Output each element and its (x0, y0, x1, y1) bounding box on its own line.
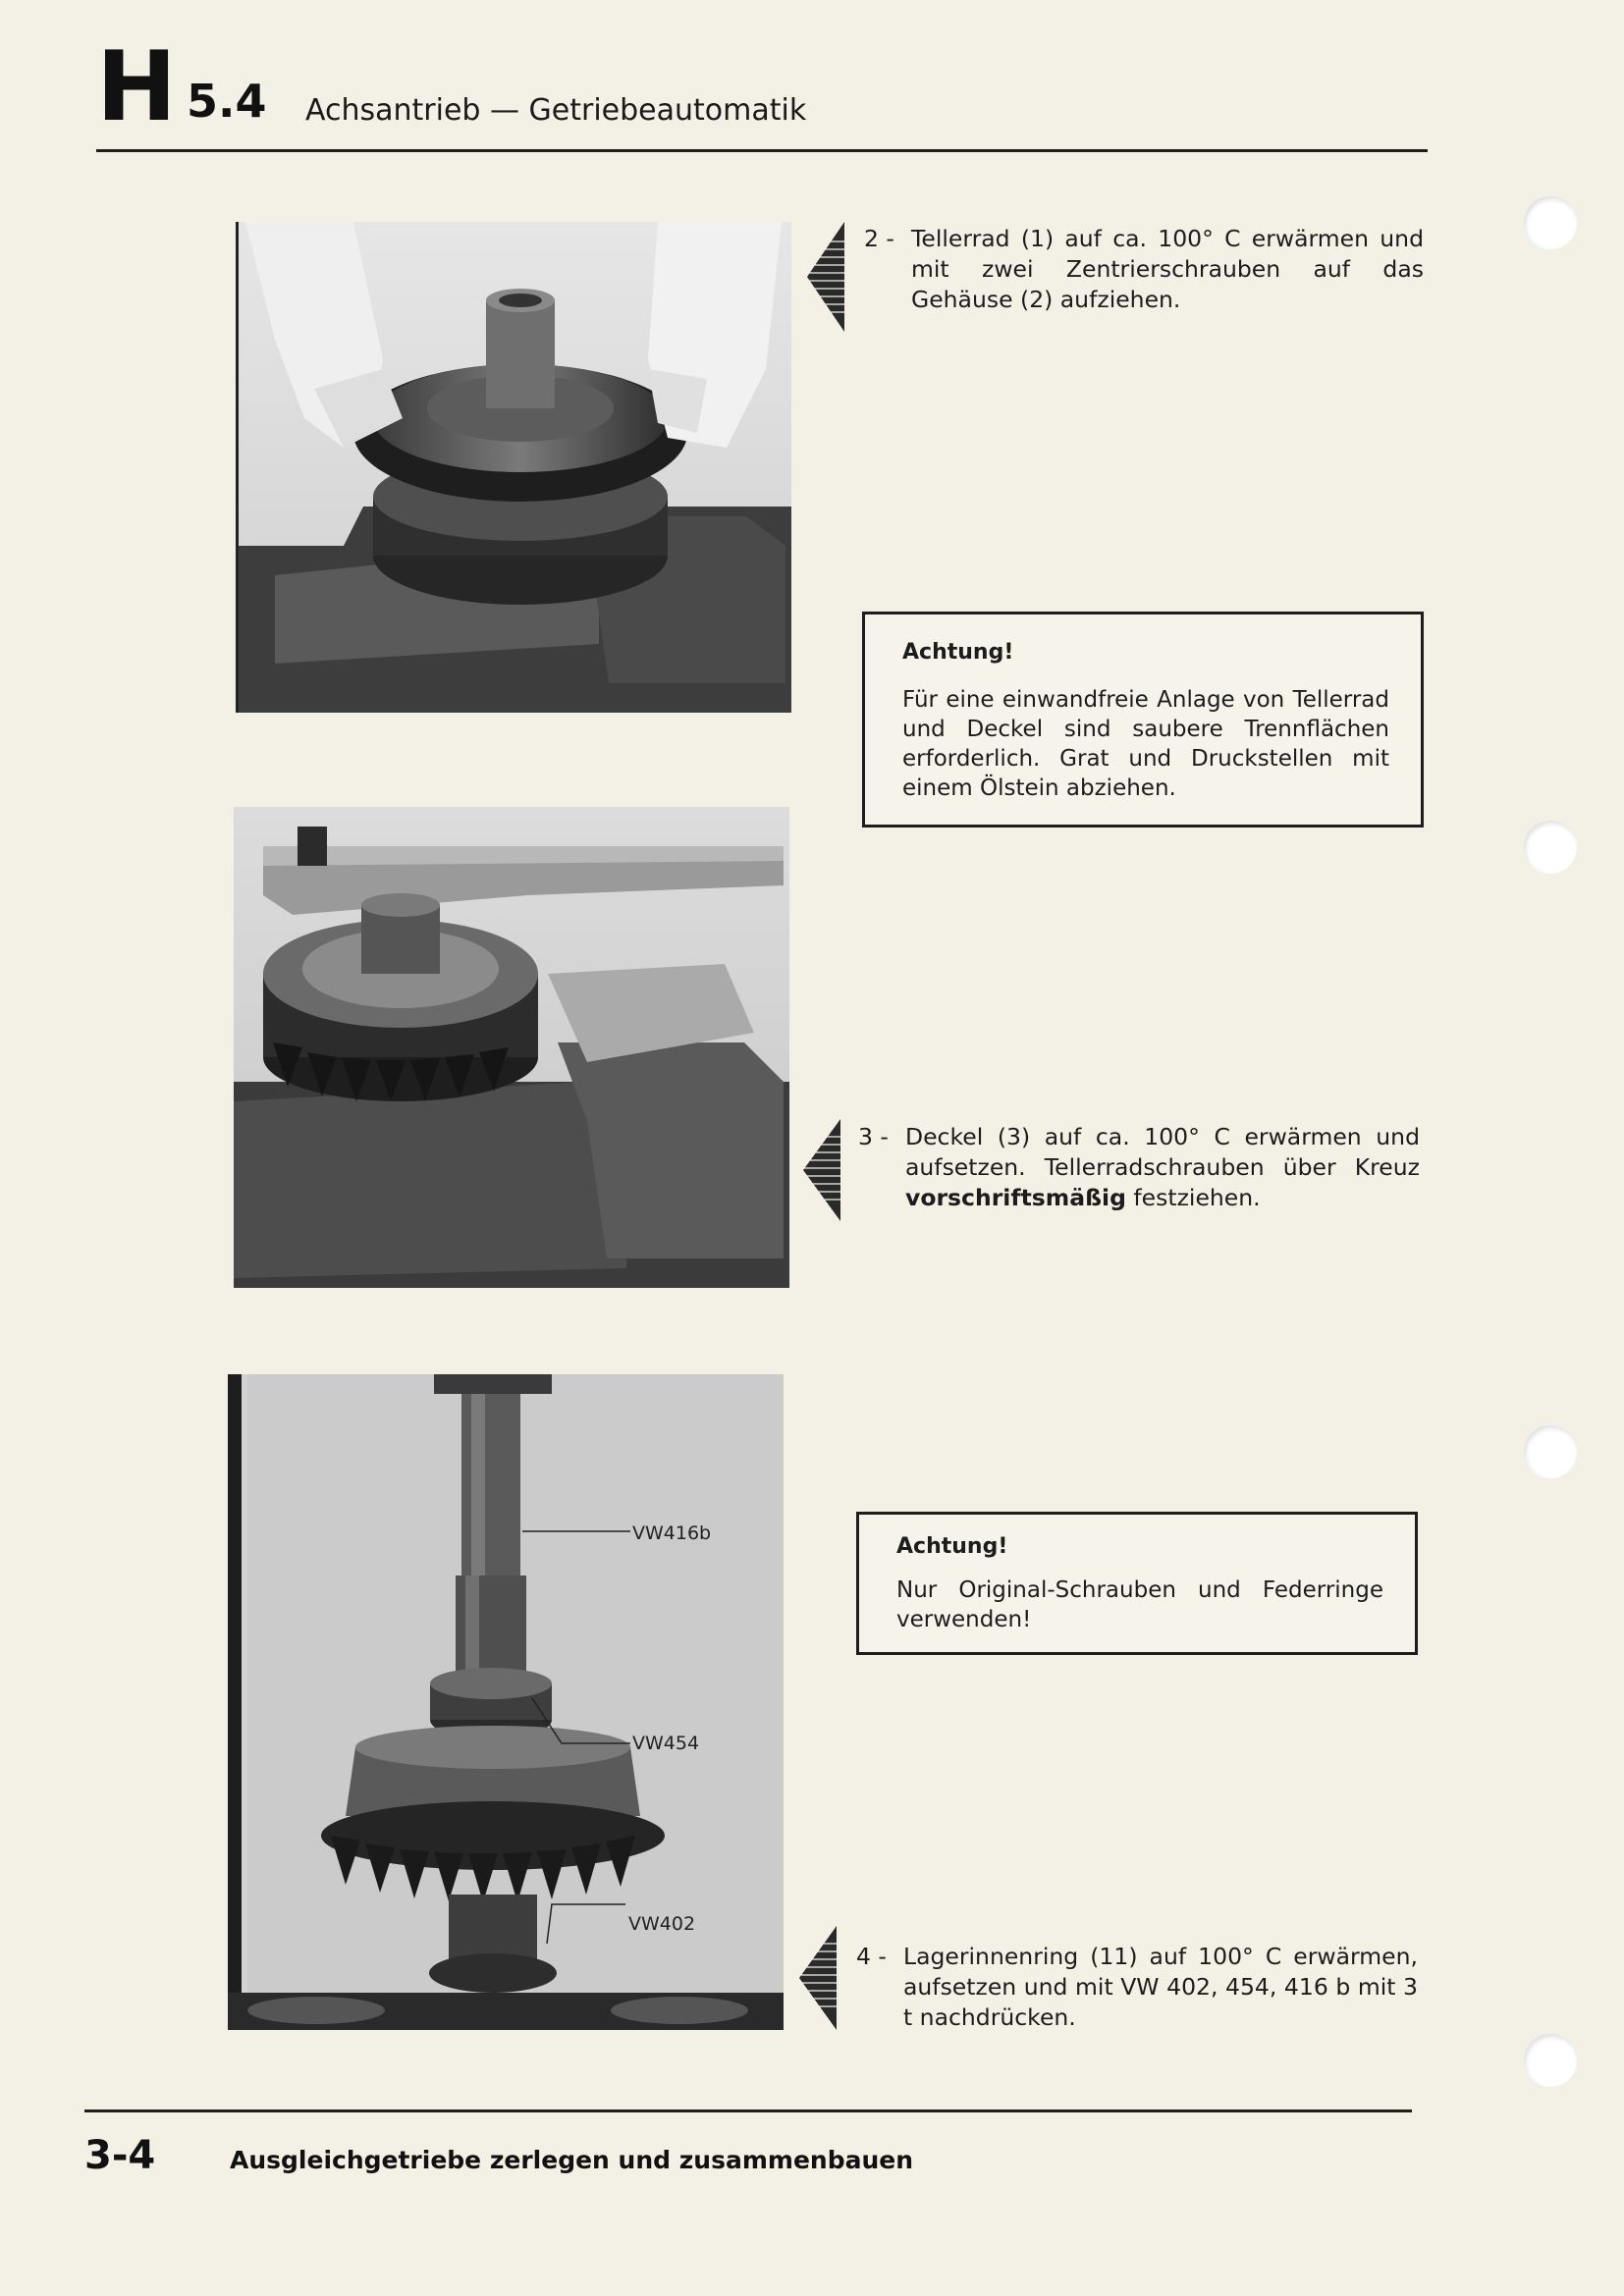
warning-box (862, 612, 1424, 828)
tool-label-vw402: VW402 (628, 1913, 696, 1935)
tool-label-vw454: VW454 (632, 1733, 700, 1754)
left-arrow-marker-icon (803, 1119, 840, 1221)
step-text: Tellerrad (1) auf ca. 100° C erwärmen und mit zwei Zentrierschrauben auf das Gehäuse (2) aufziehen. (911, 225, 1424, 313)
left-arrow-marker-icon (799, 1926, 837, 2030)
warning-body: Nur Original-Schrauben und Federringe verwenden! (896, 1577, 1383, 1632)
step-number: 3 - (858, 1123, 889, 1150)
step-emphasis: vorschriftsmäßig (905, 1184, 1126, 1211)
step-2 (864, 224, 1424, 322)
punch-hole (1524, 2034, 1577, 2087)
photo-ring-gear-mounting (236, 222, 791, 713)
left-arrow-marker-icon (807, 222, 844, 332)
footer-title: Ausgleichgetriebe zerlegen und zusammenbauen (230, 2146, 914, 2174)
footer-rule (84, 2109, 1412, 2112)
page-title: Achsantrieb — Getriebeautomatik (305, 93, 807, 128)
warning-title: Achtung! (896, 1534, 1008, 1559)
header-rule (96, 149, 1428, 152)
warning-body: Für eine einwandfreie Anlage von Tellerrad und Deckel sind saubere Trennflächen erforderlich. Grat und Druckstellen mit einem Ölstein abziehen. (902, 687, 1389, 801)
step-text: Lagerinnenring (11) auf 100° C erwärmen, aufsetzen und mit VW 402, 454, 416 b mit 3 t nachdrücken. (903, 1943, 1418, 2031)
warning-title: Achtung! (902, 640, 1014, 665)
step-number: 4 - (856, 1943, 887, 1970)
step-3 (858, 1122, 1420, 1220)
section-number: 5.4 (187, 75, 267, 128)
page-number: 3-4 (84, 2133, 156, 2178)
step-number: 2 - (864, 225, 894, 252)
punch-hole (1524, 821, 1577, 874)
step-4 (856, 1942, 1418, 2040)
punch-hole (1524, 1425, 1577, 1478)
photo-torque-tightening (234, 807, 789, 1288)
warning-box (856, 1512, 1418, 1655)
punch-hole (1524, 196, 1577, 249)
step-text: Deckel (3) auf ca. 100° C erwärmen und aufsetzen. Tellerradschrauben über Kreuz vorschriftsmäßig festziehen. (905, 1123, 1420, 1211)
photo-bearing-press (228, 1374, 784, 2030)
section-letter: H (96, 31, 178, 143)
tool-label-vw416b: VW416b (632, 1522, 712, 1544)
